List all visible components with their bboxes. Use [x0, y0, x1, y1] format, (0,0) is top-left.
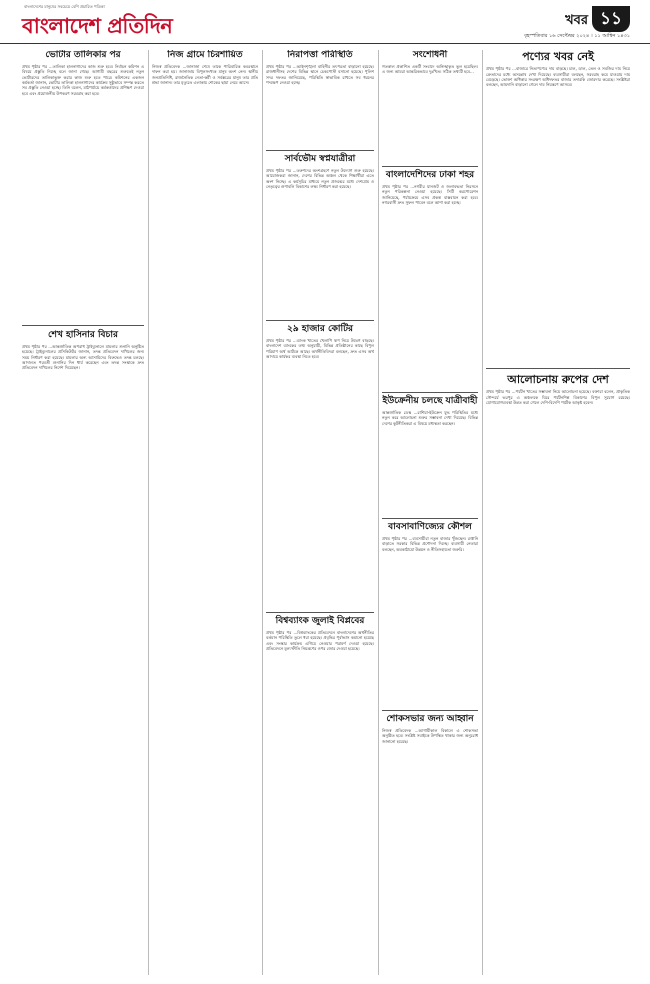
story-trial [22, 325, 144, 975]
story-body: প্রথম পৃষ্ঠার পর ...আইনশৃঙ্খলা বাহিনীর তৎপরতা বাড়ানো হয়েছে। রাজধানীসহ দেশের বিভিন্ন স্থানে চেকপোস্ট বসানো হয়েছে। পুলিশ সদর দফতর জানিয়েছে, পরিস্থিতি স্বাভাবিক রাখতে সব ধরনের পদক্ষেপ নেওয়া হচ্ছে। [266, 63, 374, 86]
story-world-bank [266, 612, 374, 975]
story-body: প্রথম পৃষ্ঠার পর ...নগরীর যানজট ও জলাবদ্ধতা নিরসনে নতুন পরিকল্পনা নেওয়া হয়েছে। সিটি করপোরেশন জানিয়েছে, পর্যায়ক্রমে এসব প্রকল্প বাস্তবায়ন করা হবে। নগরবাসী দ্রুত সুফল পাবেন বলে আশা করা হচ্ছে। [382, 183, 478, 206]
story-headline[interactable]: বাবসাবাণিজ্যের কৌশল [388, 522, 472, 532]
story-headline[interactable]: ২৯ হাজার কোটির [287, 324, 353, 334]
column-divider [482, 50, 483, 975]
story-headline[interactable]: বিশ্বব্যাংক জুলাই বিপ্লবের [275, 616, 365, 626]
story-body: নিজস্ব প্রতিবেদক ...জানাজা শেষে তাকে পারিবারিক কবরস্থানে দাফন করা হয়। জানাজায় বিপুলসংখ্যক মানুষ অংশ নেন। স্থানীয় জনপ্রতিনিধি, রাজনৈতিক নেতা-কর্মী ও সর্বস্তরের মানুষ তার প্রতি শ্রদ্ধা জানান। তার মৃত্যুতে এলাকায় শোকের ছায়া নেমে আসে। [152, 63, 258, 86]
story-commodity-news [486, 50, 630, 360]
story-headline[interactable]: পণ্যের খবর নেই [522, 50, 594, 63]
story-29-thousand-crore [266, 320, 374, 606]
story-headline[interactable]: নিজ গ্রামে চিরশায়িত [167, 50, 243, 60]
story-correction [382, 50, 478, 160]
story-body: আন্তর্জাতিক ডেস্ক ...রাশিয়া-ইউক্রেন যুদ্ধ পরিস্থিতির মধ্যে নতুন করে আলোচনা শুরুর সম্ভাবনা দেখা দিয়েছে। বিভিন্ন দেশের কূটনীতিকরা এ বিষয়ে মধ্যস্থতা করছেন। [382, 409, 478, 426]
column-divider [262, 50, 263, 975]
story-body: প্রথম পৃষ্ঠার পর ...বিশ্বব্যাংকের প্রতিবেদনে বাংলাদেশের অর্থনীতির বর্তমান পরিস্থিতি তুলে ধরা হয়েছে। প্রবৃদ্ধির পূর্বাভাস কমানো হয়েছে এবং সংস্কার কার্যক্রম এগিয়ে নেওয়ার পরামর্শ দেওয়া হয়েছে। প্রতিবেদনে মূল্যস্ফীতি নিয়ন্ত্রণের ওপর জোর দেওয়া হয়েছে। [266, 629, 374, 652]
story-body: প্রথম পৃষ্ঠার পর ...আন্তর্জাতিক অপরাধ ট্রাইব্যুনালে মামলার শুনানি অনুষ্ঠিত হয়েছে। ট্রাইব্যুনালের প্রসিকিউটর জানান, তদন্ত প্রতিবেদন দাখিলের জন্য সময় নির্ধারণ করা হয়েছে। মামলার অন্য আসামিদের বিরুদ্ধেও তদন্ত চলছে। আদালত পরবর্তী শুনানির দিন ধার্য করেছেন এবং তদন্ত সংস্থাকে দ্রুত প্রতিবেদন দাখিলের নির্দেশ দিয়েছেন। [22, 343, 144, 371]
column-divider [148, 50, 149, 975]
story-headline[interactable]: বাংলাদেশিদের ঢাকা শহর [385, 170, 475, 180]
dateline: বৃহস্পতিবার ১৬ সেপ্টেম্বর ২০২৪ । ১১ আশ্বিন ১৪৩১ [524, 33, 630, 39]
section-label: খবর [565, 13, 588, 28]
story-body: প্রথম পৃষ্ঠার পর ...বাজারে নিত্যপণ্যের দাম বাড়ছে। চাল, ডাল, তেল ও সবজির দাম নিয়ে ক্রেতাদের মধ্যে অসন্তোষ দেখা দিয়েছে। ব্যবসায়ীরা বলছেন, সরবরাহ কমে যাওয়ায় দাম বেড়েছে। ভোক্তা অধিকার সংরক্ষণ অধিদফতর বাজার তদারকি জোরদার করেছে। সংশ্লিষ্টরা বলছেন, আমদানি বাড়ানো গেলে দাম নিয়ন্ত্রণে আসবে। [486, 66, 630, 88]
story-body: প্রথম পৃষ্ঠার পর ...পর্যটন খাতের সম্ভাবনা নিয়ে আলোচনা হয়েছে। বক্তারা বলেন, প্রাকৃতিক সৌন্দর্যে ভরপুর এ অঞ্চলকে ঘিরে পর্যটনশিল্প বিকাশের বিপুল সুযোগ রয়েছে। যোগাযোগব্যবস্থা উন্নত করা গেলে দেশি-বিদেশি পর্যটক আকৃষ্ট হবেন। [486, 389, 630, 405]
story-headline[interactable]: সার্বভৌম স্বপ্নযাত্রীরা [284, 154, 356, 164]
story-headline[interactable]: আলোচনায় রুপের দেশ [507, 373, 609, 386]
story-headline[interactable]: শোকসভার জন্য আহ্বান [386, 714, 474, 724]
story-dream-travelers [266, 150, 374, 312]
story-voter-list [22, 50, 144, 312]
story-body: গতকাল প্রকাশিত একটি সংবাদে অনিচ্ছাকৃত ভুল হয়েছিল। এ জন্য আমরা আন্তরিকভাবে দুঃখিত। সঠিক তথ্যটি হবে... [382, 63, 478, 75]
story-condolence [382, 710, 478, 975]
story-body: প্রথম পৃষ্ঠার পর ...ব্যাংক খাতের খেলাপি ঋণ নিয়ে উদ্বেগ বাড়ছে। বাংলাদেশ ব্যাংকের তথ্য অনুযায়ী, বিভিন্ন প্রতিষ্ঠানের কাছে বিপুল পরিমাণ অর্থ আটকে আছে। অর্থনীতিবিদরা বলছেন, দ্রুত এসব অর্থ আদায়ে কার্যকর ব্যবস্থা নিতে হবে। [266, 337, 374, 360]
story-headline[interactable]: ইউক্রেনীয় চলছে যাত্রীবাহী [382, 396, 478, 406]
story-headline[interactable]: ভোটার তালিকার পর [45, 50, 121, 60]
story-ukraine [382, 392, 478, 512]
logo-tagline: বাংলাদেশের মানুষের সবচেয়ে বেশি প্রচারিত পত্রিকা [24, 4, 105, 9]
story-body: নিজস্ব প্রতিবেদক ...আগামীকাল বিকালে এ শোকসভা অনুষ্ঠিত হবে। সংশ্লিষ্ট সবাইকে উপস্থিত থাকার জন্য অনুরোধ জানানো হয়েছে। [382, 727, 478, 744]
story-body: প্রথম পৃষ্ঠার পর ...তরুণদের অংশগ্রহণে নতুন উদ্যোগ শুরু হয়েছে। আয়োজকরা জানান, দেশের বিভিন্ন অঞ্চল থেকে শিক্ষার্থীরা এতে অংশ নিচ্ছে। এ কর্মসূচির মাধ্যমে নতুন প্রজন্মের মধ্যে দেশপ্রেম ও নেতৃত্বের গুণাবলি বিকাশের লক্ষ্য নির্ধারণ করা হয়েছে। [266, 167, 374, 190]
story-body: প্রথম পৃষ্ঠার পর ...তালিকা হালনাগাদের কাজ শুরু হবে। নির্বাচন কমিশন এ বিষয়ে প্রস্তুতি নিচ্ছে বলে জানা গেছে। আগামী বছরের শুরুতেই নতুন ভোটারদের তালিকাভুক্ত করার কাজ শুরু হতে পারে। কমিশনের একজন কর্মকর্তা জানান, ভোটার তালিকা হালনাগাদের কার্যক্রম সুষ্ঠুভাবে সম্পন্ন করতে সব প্রস্তুতি নেওয়া হচ্ছে। তিনি বলেন, মাঠপর্যায়ে কর্মকর্তাদের প্রশিক্ষণ দেওয়া হবে এবং প্রয়োজনীয় উপকরণ সরবরাহ করা হবে। [22, 63, 144, 96]
masthead [0, 0, 650, 44]
story-beauty-country [486, 368, 630, 975]
story-dhaka-city [382, 166, 478, 386]
story-village-burial [152, 50, 258, 975]
story-body: প্রথম পৃষ্ঠার পর ...ব্যবসায়ীরা নতুন বাজার খুঁজছেন। রপ্তানি বাড়াতে সরকার বিভিন্ন প্রণোদনা দিচ্ছে। ব্যবসায়ী নেতারা বলছেন, অবকাঠামো উন্নয়ন ও নীতিসহায়তা জরুরি। [382, 535, 478, 552]
page-number-badge: ১১ [592, 6, 630, 32]
column-divider [378, 50, 379, 975]
newspaper-logo[interactable]: বাংলাদেশ প্রতিদিন [22, 14, 173, 38]
story-headline[interactable]: শেখ হাসিনার বিচার [48, 330, 118, 340]
story-business-strategy [382, 518, 478, 704]
story-security [266, 50, 374, 142]
story-headline[interactable]: সংশোধনী [412, 50, 448, 60]
story-headline[interactable]: নিরাপত্তা পরিস্থিতি [287, 50, 353, 60]
